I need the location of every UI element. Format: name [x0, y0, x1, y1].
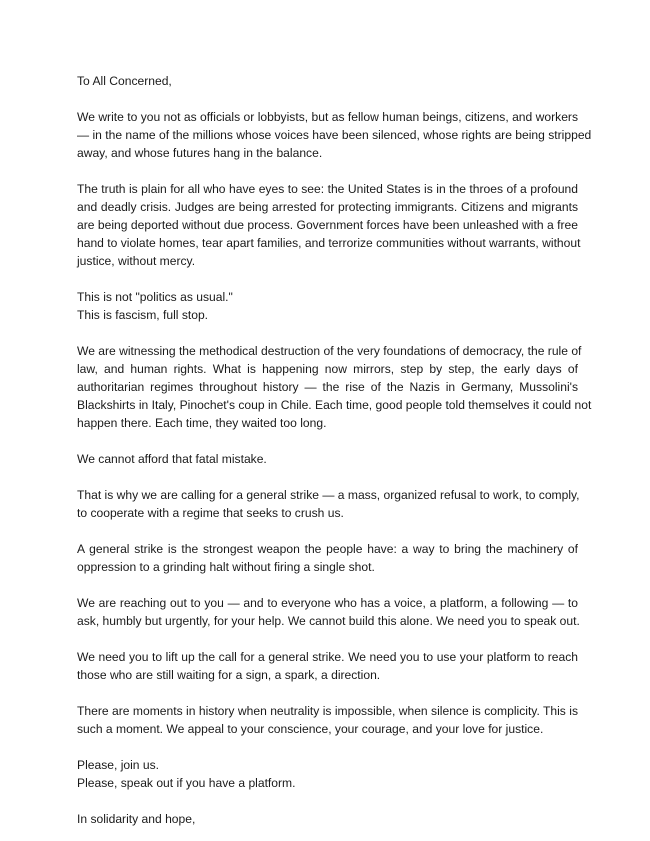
- paragraph-line: The truth is plain for all who have eyes to see: the United States is in the throes of a profound: [77, 182, 578, 196]
- paragraph-line: are being deported without due process. Government forces have been unleashed with a free: [77, 218, 578, 232]
- paragraph-line: happen there. Each time, they waited too long.: [77, 416, 327, 430]
- paragraph-11: [77, 756, 578, 792]
- paragraph-line: — in the name of the millions whose voices have been silenced, whose rights are being stripped: [77, 128, 592, 142]
- paragraph-line: Please, join us.: [77, 758, 160, 772]
- paragraph-line: and deadly crisis. Judges are being arrested for protecting immigrants. Citizens and migrants: [77, 200, 578, 214]
- paragraph-line: That is why we are calling for a general strike — a mass, organized refusal to work, to comply,: [77, 488, 580, 502]
- paragraph-line: Blackshirts in Italy, Pinochet's coup in Chile. Each time, good people told themselves it could not: [77, 398, 592, 412]
- paragraph-line: hand to violate homes, tear apart families, and terrorize communities without warrants, without: [77, 236, 581, 250]
- paragraph-line: We cannot afford that fatal mistake.: [77, 452, 267, 466]
- paragraph-9: [77, 648, 578, 684]
- paragraph-line: We need you to lift up the call for a general strike. We need you to use your platform to reach: [77, 650, 578, 664]
- paragraph-line: oppression to a grinding halt without firing a single shot.: [77, 560, 375, 574]
- paragraph-line: Please, speak out if you have a platform.: [77, 776, 296, 790]
- paragraph-line: those who are still waiting for a sign, a spark, a direction.: [77, 668, 381, 682]
- paragraph-2: [77, 180, 581, 270]
- paragraph-line: This is fascism, full stop.: [77, 308, 209, 322]
- paragraph-6: [77, 486, 578, 522]
- paragraph-5: [77, 450, 578, 468]
- paragraph-line: We are witnessing the methodical destruction of the very foundations of democracy, the rule of: [77, 344, 582, 358]
- paragraph-3: [77, 288, 578, 324]
- paragraph-line: This is not "politics as usual.": [77, 290, 233, 304]
- paragraph-7: [77, 540, 578, 576]
- salutation: To All Concerned,: [77, 74, 172, 88]
- paragraph-8: [77, 594, 578, 630]
- paragraph-line: law, and human rights. What is happening now mirrors, step by step, the early days of: [77, 362, 578, 376]
- paragraph-line: We are reaching out to you — and to everyone who has a voice, a platform, a following — to: [77, 596, 578, 610]
- paragraph-line: There are moments in history when neutrality is impossible, when silence is complicity. This is: [77, 704, 578, 718]
- paragraph-4: [77, 342, 592, 432]
- closing-line: In solidarity and hope,: [77, 812, 196, 826]
- paragraph-line: ask, humbly but urgently, for your help. We cannot build this alone. We need you to speak out.: [77, 614, 580, 628]
- closing: [77, 810, 578, 828]
- paragraph-line: justice, without mercy.: [77, 254, 196, 268]
- paragraph-line: to cooperate with a regime that seeks to crush us.: [77, 506, 344, 520]
- paragraph-1: [77, 108, 592, 162]
- paragraph-line: A general strike is the strongest weapon the people have: a way to bring the machinery of: [77, 542, 578, 556]
- paragraph-line: such a moment. We appeal to your conscience, your courage, and your love for justice.: [77, 722, 544, 736]
- paragraph-10: [77, 702, 578, 738]
- paragraph-line: authoritarian regimes throughout history — the rise of the Nazis in Germany, Mussolini's: [77, 380, 578, 394]
- paragraph-line: We write to you not as officials or lobbyists, but as fellow human beings, citizens, and workers: [77, 110, 578, 124]
- paragraph-line: away, and whose futures hang in the balance.: [77, 146, 323, 160]
